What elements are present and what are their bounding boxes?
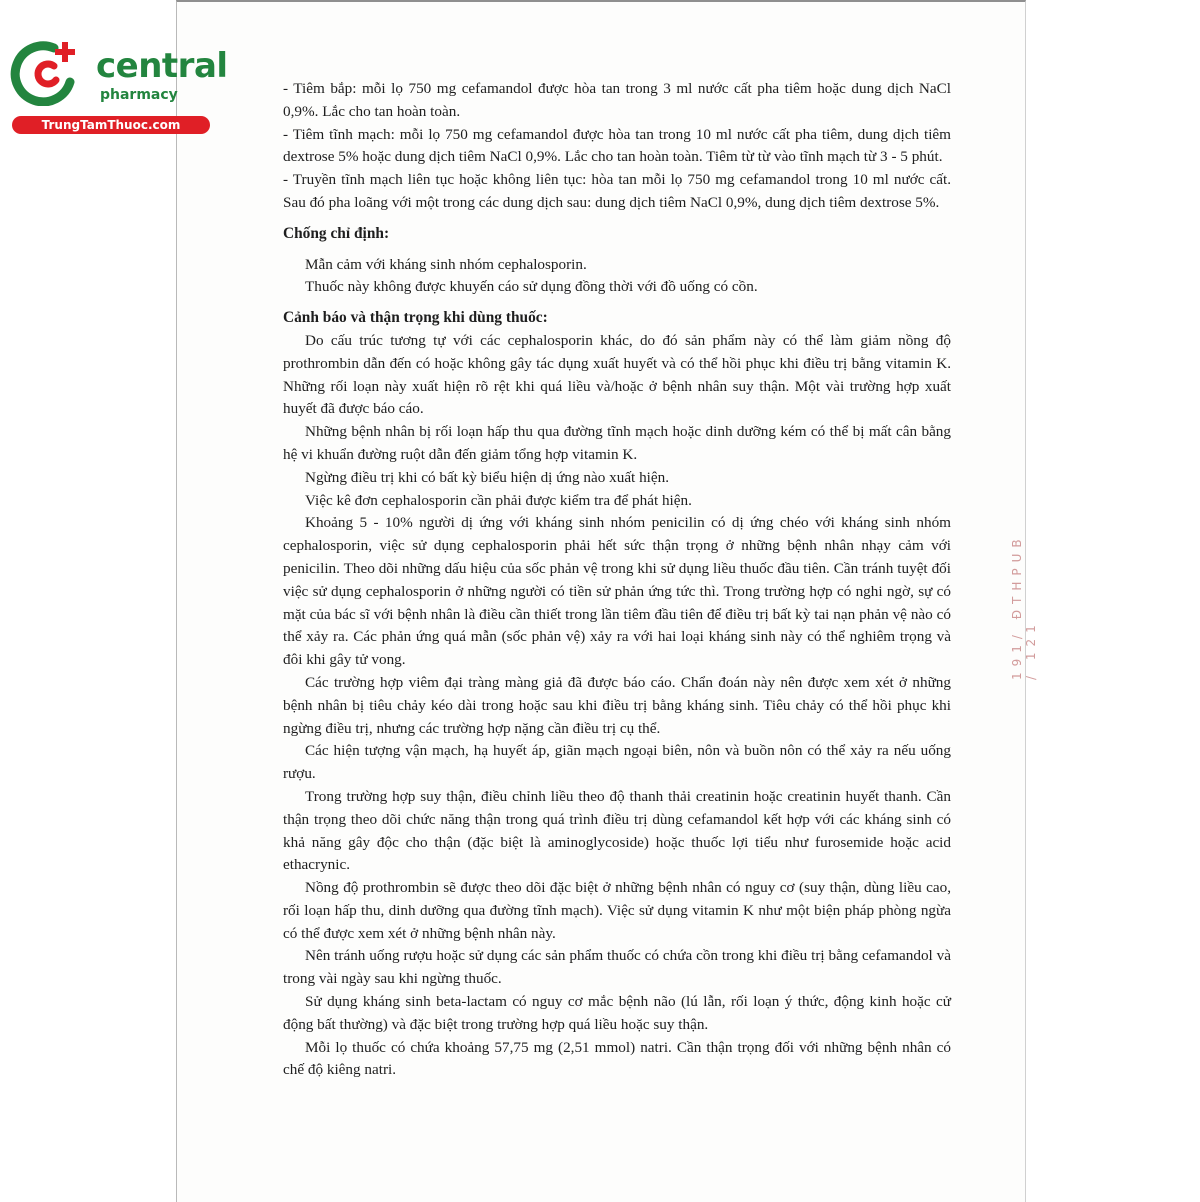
document-body	[283, 78, 951, 1082]
warning-paragraph: Những bệnh nhân bị rối loạn hấp thu qua đường tĩnh mạch hoặc dinh dưỡng kém có thể bị mất cân bằng hệ vi khuẩn đường ruột dẫn đến giảm tổng hợp vitamin K.	[283, 423, 951, 463]
warning-paragraph: Các trường hợp viêm đại tràng màng giả đã được báo cáo. Chẩn đoán này nên được xem xét ở những bệnh nhân bị tiêu chảy kéo dài trong hoặc sau khi điều trị bằng kháng sinh. Tiêu chảy có thể hồi phục khi ngừng điều trị, nhưng các trường hợp nặng cần điều trị cụ thể.	[283, 673, 951, 737]
warning-paragraph: Nên tránh uống rượu hoặc sử dụng các sản phẩm thuốc có chứa cồn trong khi điều trị bằng cefamandol và trong vài ngày sau khi ngừng thuốc.	[283, 947, 951, 988]
brand-name: central	[96, 46, 228, 86]
heading-contraindications: Chống chỉ định:	[283, 224, 390, 242]
warning-paragraph: Các hiện tượng vận mạch, hạ huyết áp, giãn mạch ngoại biên, nôn và buồn nôn có thể xảy ra nếu uống rượu.	[283, 742, 951, 783]
contraindication-item: Mẫn cảm với kháng sinh nhóm cephalosporin.	[305, 255, 587, 273]
warning-paragraph: Khoảng 5 - 10% người dị ứng với kháng sinh nhóm penicilin có dị ứng chéo với kháng sinh nhóm cephalosporin, việc sử dụng cephalosporin phải hết sức thận trọng ở những bệnh nhân nhạy cảm với penicilin. Theo dõi những dấu hiệu của sốc phản vệ trong khi sử dụng liều thuốc đầu tiên. Cần tránh tuyệt đối việc sử dụng cephalosporin ở những người có tiền sử phản ứng tức thì. Trong trường hợp có nghi ngờ, sự có mặt của bác sĩ với bệnh nhân là điều cần thiết trong lần tiêm đầu tiên để điều trị bất kỳ tai nạn phản vệ nào có thể xảy ra. Các phản ứng quá mẫn (sốc phản vệ) xảy ra với hai loại kháng sinh này có thể nghiêm trọng và đôi khi gây tử vong.	[283, 514, 951, 669]
warning-paragraph: Sử dụng kháng sinh beta-lactam có nguy cơ mắc bệnh não (lú lẫn, rối loạn ý thức, động kinh hoặc cử động bất thường) và đặc biệt trong trường hợp quá liều hoặc suy thận.	[283, 993, 951, 1033]
warning-paragraph: Trong trường hợp suy thận, điều chỉnh liều theo độ thanh thải creatinin hoặc creatinin huyết thanh. Cần thận trọng theo dõi chức năng thận trong quá trình điều trị dùng cefamandol kết hợp với các kháng sinh có khả năng gây độc cho thận (đặc biệt là aminoglycoside) hoặc thuốc lợi tiểu như furosemide hoặc acid ethacrynic.	[283, 787, 951, 874]
heading-warnings: Cảnh báo và thận trọng khi dùng thuốc:	[283, 309, 548, 327]
paragraph-im-injection: - Tiêm bắp: mỗi lọ 750 mg cefamandol được hòa tan trong 3 ml nước cất pha tiêm hoặc dung dịch NaCl 0,9%. Lắc cho tan hoàn toàn.	[283, 80, 951, 120]
paragraph-iv-injection: - Tiêm tĩnh mạch: mỗi lọ 750 mg cefamandol được hòa tan trong 10 ml nước cất pha tiêm, dung dịch tiêm dextrose 5% hoặc dung dịch tiêm NaCl 0,9%. Lắc cho tan hoàn toàn. Tiêm từ từ vào tĩnh mạch từ 3 - 5 phút.	[283, 125, 951, 166]
margin-stamp: 191/ ĐTHPUB / 121	[1010, 533, 1038, 680]
central-pharmacy-logo	[10, 36, 228, 136]
pharmacy-logo-icon	[10, 36, 80, 106]
warning-paragraph: Ngừng điều trị khi có bất kỳ biểu hiện dị ứng nào xuất hiện.	[305, 468, 670, 486]
brand-subtitle: pharmacy	[100, 87, 178, 103]
warning-paragraph: Do cấu trúc tương tự với các cephalosporin khác, do đó sản phẩm này có thể làm giảm nồng độ prothrombin dẫn đến có hoặc không gây tác dụng xuất huyết và có thể hồi phục khi điều trị bằng vitamin K. Những rối loạn này xuất hiện rõ rệt khi quá liều và/hoặc ở bệnh nhân suy thận. Một vài trường hợp xuất huyết đã được báo cáo.	[283, 331, 951, 418]
warning-paragraph: Việc kê đơn cephalosporin cần phải được kiểm tra để phát hiện.	[305, 491, 692, 509]
warning-paragraph: Nồng độ prothrombin sẽ được theo dõi đặc biệt ở những bệnh nhân có nguy cơ (suy thận, dùng liều cao, rối loạn hấp thu, dinh dưỡng qua đường tĩnh mạch). Việc sử dụng vitamin K như một biện pháp phòng ngừa có thể được xem xét ở những bệnh nhân này.	[283, 879, 951, 942]
paragraph-iv-infusion: - Truyền tĩnh mạch liên tục hoặc không liên tục: hòa tan mỗi lọ 750 mg cefamandol trong 10 ml nước cất. Sau đó pha loãng với một trong các dung dịch sau: dung dịch tiêm NaCl 0,9%, dung dịch tiêm dextrose 5%.	[283, 171, 951, 211]
warning-paragraph: Mỗi lọ thuốc có chứa khoảng 57,75 mg (2,51 mmol) natri. Cần thận trọng đối với những bệnh nhân có chế độ kiêng natri.	[283, 1038, 951, 1079]
site-url-bar: TrungTamThuoc.com	[12, 116, 210, 134]
contraindication-item: Thuốc này không được khuyến cáo sử dụng đồng thời với đồ uống có cồn.	[305, 278, 758, 296]
